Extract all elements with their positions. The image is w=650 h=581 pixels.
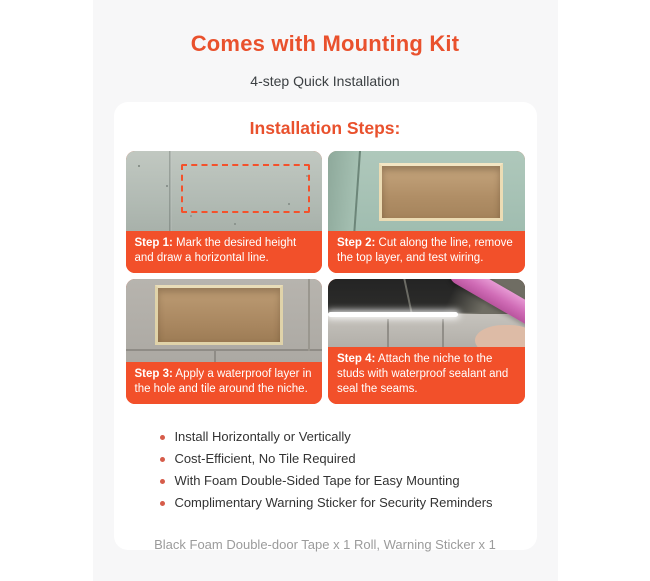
grout-line-vertical [308, 279, 310, 351]
step-4-caption [328, 347, 525, 404]
niche-opening [155, 285, 283, 345]
step-4-text: Attach the niche to the studs with waterproof sealant and seal the seams. [337, 353, 509, 396]
step-1-text: Mark the desired height and draw a horizontal line. [134, 237, 297, 265]
step-3-photo-tiled-wall-with-niche [126, 279, 323, 362]
step-3-text: Apply a waterproof layer in the hole and tile around the niche. [134, 368, 312, 396]
wall-specks [138, 165, 140, 167]
step-2-photo-wall-with-cut-opening [328, 151, 525, 231]
mounting-kit-promo-panel [93, 0, 558, 581]
ceiling-panel-line [403, 279, 412, 313]
step-4-tile [328, 279, 525, 404]
included-items-note: Black Foam Double-door Tape x 1 Roll, Warning Sticker x 1 [154, 537, 496, 552]
sealant-bead [328, 312, 458, 317]
step-3-tile [126, 279, 323, 404]
step-4-photo-applying-sealant [328, 279, 525, 347]
hand [475, 325, 524, 347]
step-2-caption [328, 231, 525, 273]
steps-grid [126, 151, 525, 404]
drywall-seam [169, 151, 172, 231]
bullet-item: Install Horizontally or Vertically [157, 429, 492, 444]
tile-seam [442, 319, 444, 348]
bullet-item: Cost-Efficient, No Tile Required [157, 451, 492, 466]
step-3-caption [126, 362, 323, 404]
grout-line-horizontal [126, 349, 323, 351]
page-title: Comes with Mounting Kit [190, 31, 460, 56]
installation-steps-heading: Installation Steps: [249, 118, 401, 138]
step-1-caption [126, 231, 323, 273]
step-1-photo-wall-with-marked-outline [126, 151, 323, 231]
bullet-item: Complimentary Warning Sticker for Security Reminders [157, 495, 492, 510]
step-1-tile [126, 151, 323, 273]
installation-steps-card [114, 102, 537, 550]
step-3-label: Step 3: [134, 368, 173, 381]
step-2-label: Step 2: [337, 237, 376, 250]
step-4-label: Step 4: [337, 353, 376, 366]
grout-line-vertical [214, 351, 216, 362]
step-2-text: Cut along the line, remove the top layer, and test wiring. [337, 237, 513, 265]
page-subtitle: 4-step Quick Installation [250, 73, 400, 89]
bullet-item: With Foam Double-Sided Tape for Easy Mounting [157, 473, 492, 488]
tile-seam [387, 319, 389, 348]
feature-bullet-list [157, 429, 492, 510]
step-1-label: Step 1: [134, 237, 173, 250]
wall-corner [328, 151, 361, 231]
dashed-marking-outline [181, 164, 311, 213]
cut-opening [379, 163, 503, 221]
step-2-tile [328, 151, 525, 273]
